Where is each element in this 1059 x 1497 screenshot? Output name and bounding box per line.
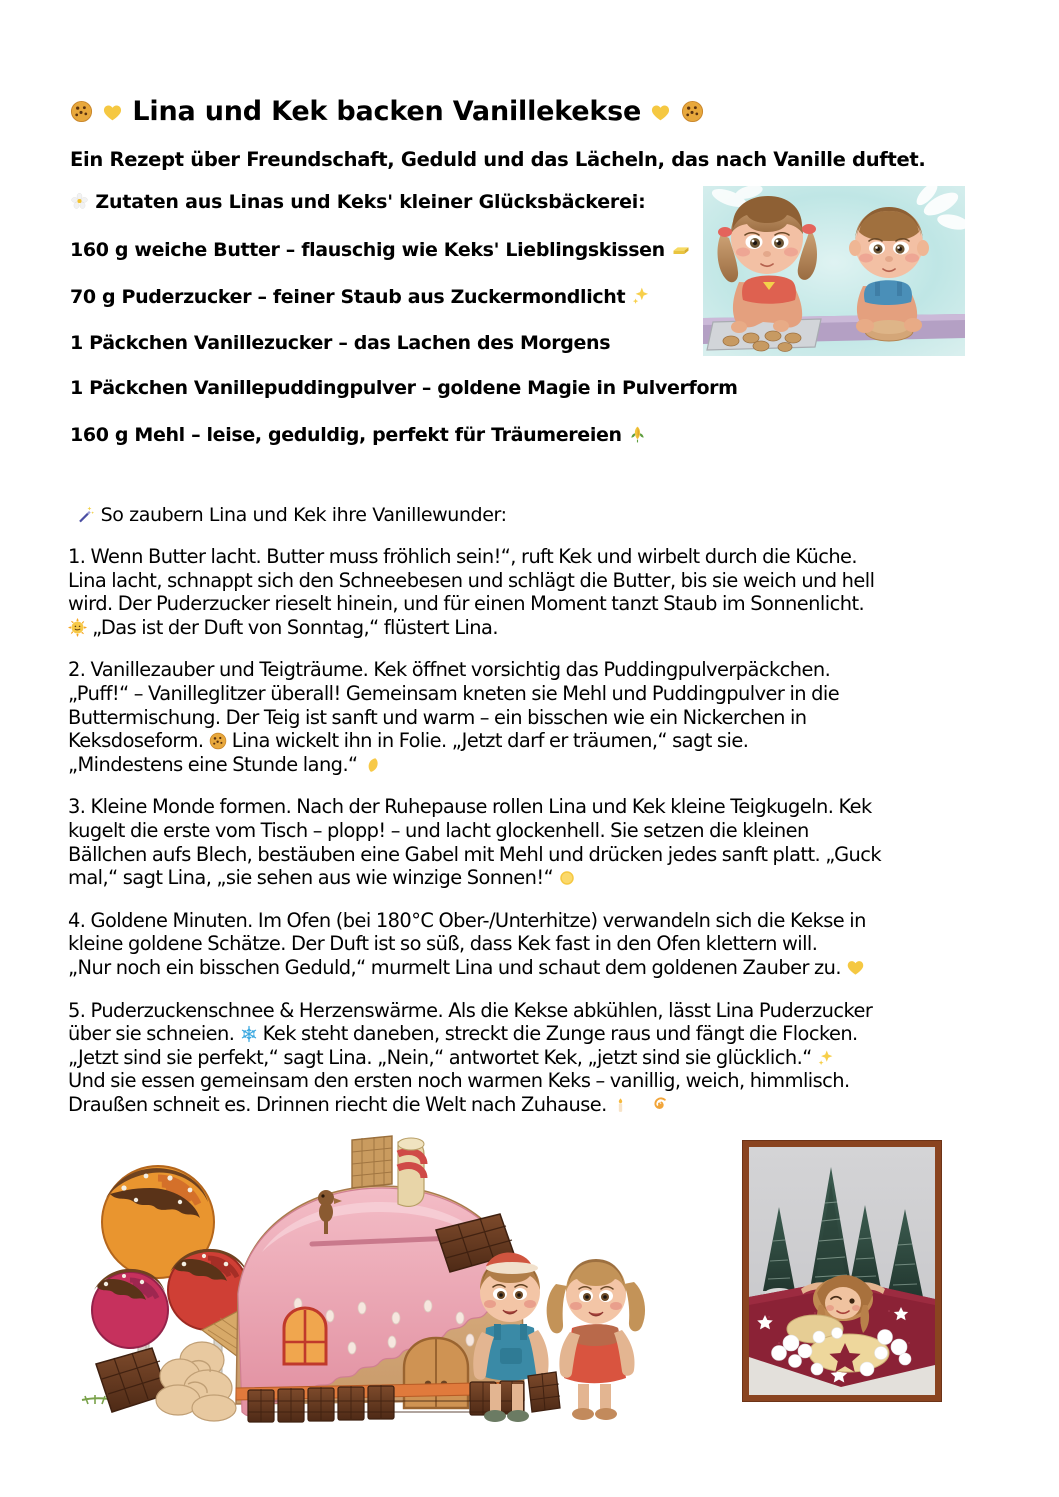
step-line: 5. Puderzuckenschnee & Herzenswärme. Als die Kekse abkühlen, lässt Lina Puderzucker: [68, 998, 873, 1022]
ingredient-text: 1 Päckchen Vanillepuddingpulver – goldene Magie in Pulverform: [70, 377, 738, 399]
step-line: Buttermischung. Der Teig ist sanft und warm – ein bisschen wie ein Nickerchen in: [68, 705, 807, 729]
corn-icon: [628, 425, 647, 444]
page-title-text: Lina und Kek backen Vanillekekse: [132, 96, 642, 127]
sparkles-icon: [817, 1049, 835, 1067]
step-line: kugelt die erste vom Tisch – plopp! – und lacht glockenhell. Sie setzen die kleinen: [68, 818, 809, 842]
swirl-icon: [649, 1095, 668, 1114]
step-line: wird. Der Puderzucker rieselt hinein, und für einen Moment tanzt Staub im Sonnenlicht.: [68, 592, 865, 616]
ingredient-item: [70, 377, 738, 399]
ingredient-text: 160 g Mehl – leise, geduldig, perfekt für Träumereien: [70, 423, 622, 446]
step-5: [68, 999, 978, 1117]
step-2: [68, 658, 978, 776]
step-line: mal,“ sagt Lina, „sie sehen aus wie winzige Sonnen!“: [68, 866, 554, 890]
instructions-heading: [76, 504, 507, 526]
ingredient-item: [70, 286, 720, 307]
cookie-icon: [681, 100, 704, 123]
crescent-moon-icon: [363, 756, 381, 774]
sparkles-icon: [631, 286, 651, 306]
step-line: Draußen schneit es. Drinnen riecht die Welt nach Zuhause.: [68, 1092, 607, 1116]
step-1: [68, 545, 978, 639]
step-line: 1. Wenn Butter lacht. Butter muss fröhlich sein!“, ruft Kek und wirbelt durch die Küche.: [68, 545, 858, 568]
two-children-baking-illustration: [703, 186, 965, 356]
instructions-heading-text: So zaubern Lina und Kek ihre Vanillewunder:: [100, 504, 507, 526]
step-line: Bällchen aufs Blech, bestäuben eine Gabel mit Mehl und drücken jedes sanft platt. „Guck: [68, 842, 882, 866]
instructions-steps: [68, 545, 978, 1135]
step-line: 4. Goldene Minuten. Im Ofen (bei 180°C Ober-/Unterhitze) verwandeln sich die Kekse in: [68, 908, 866, 932]
step-line: „Jetzt sind sie perfekt,“ sagt Lina. „Nein,“ antwortet Kek, „jetzt sind sie glücklich.“: [68, 1045, 812, 1069]
step-4: [68, 909, 978, 980]
yellow-heart-icon: [650, 102, 671, 123]
gingerbread-candy-house-illustration: [62, 1132, 680, 1430]
yellow-heart-icon: [846, 958, 865, 977]
snowflake-icon: [240, 1025, 258, 1043]
yellow-heart-icon: [102, 102, 123, 123]
butter-icon: [671, 239, 691, 259]
cookie-icon: [209, 732, 227, 750]
blossom-icon: [70, 192, 89, 211]
step-3: [68, 795, 978, 889]
ingredient-text: 70 g Puderzucker – feiner Staub aus Zuckermondlicht: [70, 286, 626, 308]
step-line: 2. Vanillezauber und Teigträume. Kek öffnet vorsichtig das Puddingpulverpäckchen.: [68, 658, 831, 682]
subtitle: Ein Rezept über Freundschaft, Geduld und das Lächeln, das nach Vanille duftet.: [70, 148, 926, 171]
step-line: Und sie essen gemeinsam den ersten noch warmen Keks – vanillig, weich, himmlisch.: [68, 1069, 850, 1093]
ingredient-text: 160 g weiche Butter – flauschig wie Keks' Lieblingskissen: [70, 238, 665, 261]
winter-cookie-photo-frame: [742, 1140, 942, 1402]
step-line: „Das ist der Duft von Sonntag,“ flüstert Lina.: [92, 615, 498, 639]
step-line: kleine goldene Schätze. Der Duft ist so süß, dass Kek fast in den Ofen klettern will.: [68, 932, 818, 956]
step-line: Lina lacht, schnappt sich den Schneebesen und schlägt die Butter, bis sie weich und hell: [68, 568, 875, 592]
ingredient-item: [70, 425, 720, 445]
page-title: [70, 96, 704, 127]
sun-with-face-icon: [68, 618, 87, 637]
step-line: Lina wickelt ihn in Folie. „Jetzt darf er träumen,“ sagt sie.: [231, 729, 749, 753]
magic-wand-icon: [76, 505, 95, 524]
step-line: Keksdoseform.: [68, 729, 204, 753]
step-line: „Mindestens eine Stunde lang.“: [68, 752, 358, 776]
ingredient-text: 1 Päckchen Vanillezucker – das Lachen des Morgens: [70, 331, 611, 354]
ingredients-section: [70, 191, 738, 471]
sun-icon: [558, 869, 576, 887]
ingredients-heading-text: Zutaten aus Linas und Keks' kleiner Glücksbäckerei:: [95, 191, 646, 213]
cookie-icon: [70, 100, 93, 123]
step-line: „Nur noch ein bisschen Geduld,“ murmelt Lina und schaut dem goldenen Zauber zu.: [68, 955, 841, 979]
step-line: „Puff!“ – Vanilleglitzer überall! Gemeinsam kneten sie Mehl und Puddingpulver in die: [68, 681, 840, 705]
step-line: Kek steht daneben, streckt die Zunge raus und fängt die Flocken.: [262, 1022, 858, 1046]
ingredients-heading: [70, 192, 720, 212]
candle-icon: [612, 1097, 629, 1114]
ingredient-item: [70, 239, 720, 260]
winter-cookie-photo: [749, 1147, 935, 1395]
step-line: über sie schneien.: [68, 1022, 235, 1046]
step-line: 3. Kleine Monde formen. Nach der Ruhepause rollen Lina und Kek kleine Teigkugeln. Kek: [68, 795, 872, 819]
ingredient-item: [70, 331, 720, 354]
